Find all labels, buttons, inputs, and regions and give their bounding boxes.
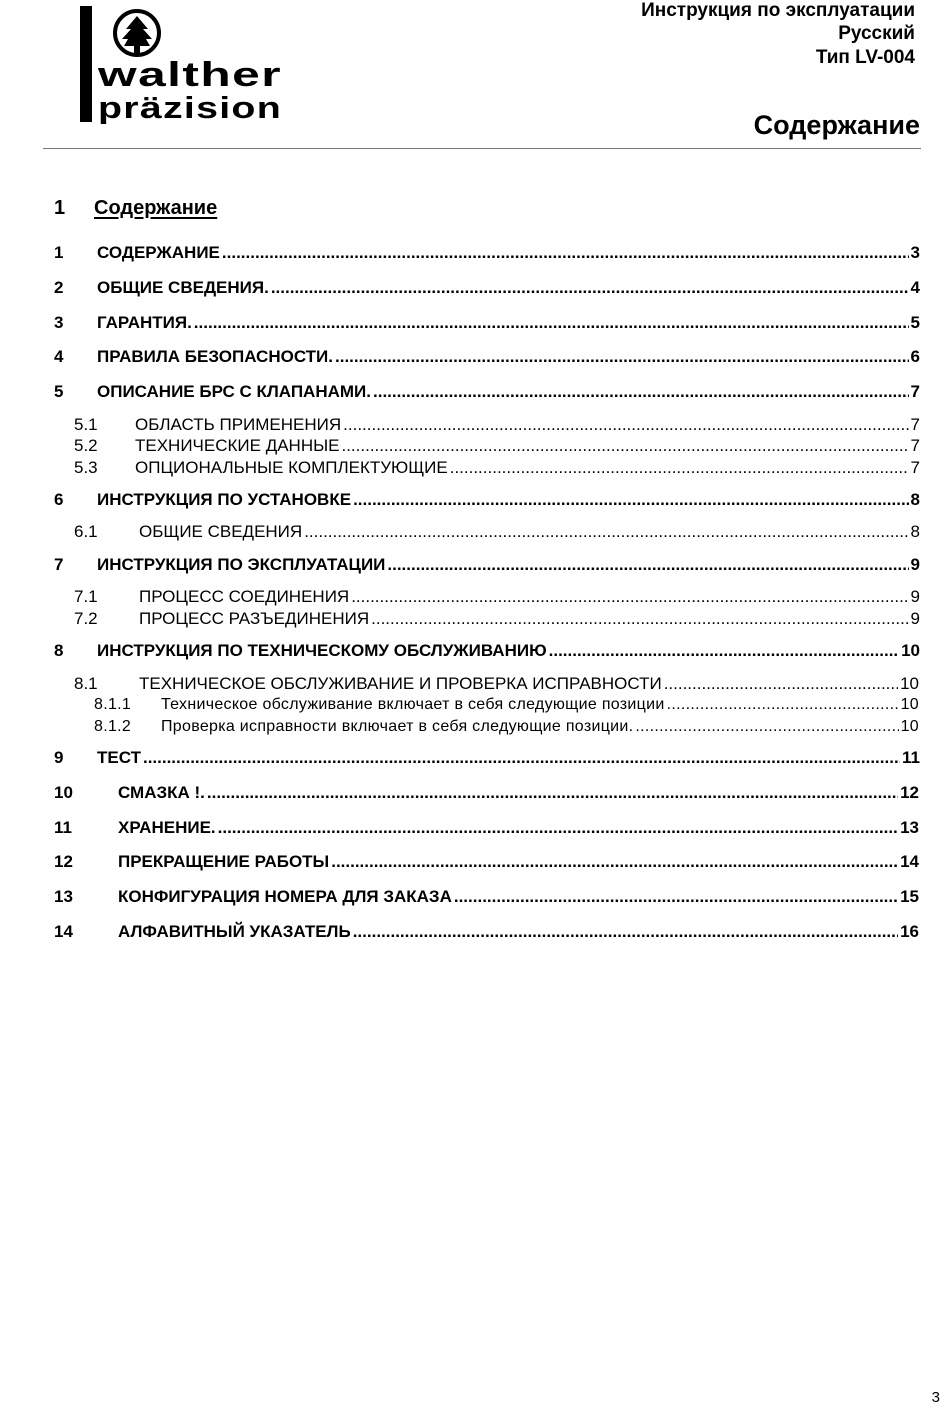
toc-page: 12 [900,783,919,802]
toc-page: 11 [902,748,920,767]
toc-entry[interactable] [0,415,950,435]
toc-leader-dots [635,717,898,737]
toc-page: 5 [910,313,920,332]
toc-title: СОДЕРЖАНИЕ [97,243,220,262]
toc-title: Техническое обслуживание включает в себя следующие позиции [161,696,665,713]
page-number: 3 [931,1389,940,1406]
toc-page: 7 [910,415,920,434]
toc-page: 8 [910,490,920,509]
toc-number: 6 [54,490,64,509]
toc-title: ОБЩИЕ СВЕДЕНИЯ [139,522,303,541]
toc-leader-dots [218,818,898,838]
toc-title: ТЕХНИЧЕСКОЕ ОБСЛУЖИВАНИЕ И ПРОВЕРКА ИСПРАВНОСТИ [139,674,662,693]
toc-entry[interactable] [0,818,950,838]
toc-number: 9 [54,748,64,767]
toc-number: 5.1 [74,415,98,434]
toc-title: ИНСТРУКЦИЯ ПО ТЕХНИЧЕСКОМУ ОБСЛУЖИВАНИЮ [97,641,547,660]
toc-page: 3 [910,243,920,262]
toc-entry[interactable] [0,922,950,942]
toc-leader-dots [304,522,908,542]
toc-entry[interactable] [0,587,950,607]
toc-entry[interactable] [0,852,950,872]
toc-page: 9 [910,587,920,606]
toc-number: 2 [54,278,64,297]
toc-entry[interactable] [0,674,950,694]
toc-entry[interactable] [0,641,950,661]
toc-entry[interactable] [0,458,950,478]
toc-leader-dots [143,748,900,768]
toc-page: 4 [910,278,920,297]
toc-title: ИНСТРУКЦИЯ ПО ЭКСПЛУАТАЦИИ [97,555,386,574]
toc-title: ОПИСАНИЕ БРС С КЛАПАНАМИ. [97,382,371,401]
toc-title: Проверка исправности включает в себя следующие позиции. [161,718,634,735]
toc-page: 6 [910,347,920,366]
toc-number: 7.2 [74,609,98,628]
toc-leader-dots [343,415,908,435]
toc-page: 7 [910,382,920,401]
brand-line2: präzision [98,90,282,124]
toc-number: 8 [54,641,64,660]
toc-entry[interactable] [0,347,950,367]
toc-number: 4 [54,347,64,366]
toc-leader-dots [351,587,908,607]
toc-title: ГАРАНТИЯ. [97,313,192,332]
toc-number: 13 [54,887,73,906]
tree-emblem-icon [115,11,159,55]
toc-number: 8.1 [74,674,98,693]
toc-title: ТЕСТ [97,748,141,767]
heading-number: 1 [54,197,66,219]
toc-page: 10 [900,696,919,713]
toc-leader-dots [371,609,908,629]
toc-page: 16 [900,922,919,941]
toc-page: 10 [900,718,919,735]
toc-page: 10 [901,641,920,660]
toc-number: 11 [54,818,72,837]
toc-page: 8 [910,522,920,541]
toc-number: 3 [54,313,64,332]
toc-leader-dots [353,490,908,510]
toc-leader-dots [331,852,898,872]
toc-page: 7 [910,436,920,455]
toc-number: 7.1 [74,587,98,606]
toc-number: 8.1.1 [94,696,132,713]
toc-number: 14 [54,922,73,941]
toc-number: 6.1 [74,522,98,541]
toc-page: 10 [900,674,919,693]
toc-number: 5.2 [74,436,98,455]
toc-leader-dots [341,436,908,456]
toc-entry[interactable] [0,887,950,907]
toc-title: ПРАВИЛА БЕЗОПАСНОСТИ. [97,347,333,366]
toc-entry[interactable] [0,717,950,737]
toc-number: 7 [54,555,64,574]
toc-page: 9 [910,609,920,628]
toc-entry[interactable] [0,522,950,542]
toc-entry[interactable] [0,382,950,402]
toc-title: ПРОЦЕСС СОЕДИНЕНИЯ [139,587,350,606]
section-title: Содержание [753,110,920,140]
toc-title: ОБЛАСТЬ ПРИМЕНЕНИЯ [135,415,342,434]
heading-title: Содержание [94,197,218,219]
toc-page: 7 [910,458,920,477]
toc-leader-dots [387,555,908,575]
toc-entry[interactable] [0,313,950,333]
toc-title: ОПЦИОНАЛЬНЫЕ КОМПЛЕКТУЮЩИЕ [135,458,448,477]
toc-title: ПРЕКРАЩЕНИЕ РАБОТЫ [118,852,330,871]
toc-number: 8.1.2 [94,718,132,735]
toc-number: 5 [54,382,64,401]
toc-number: 12 [54,852,73,871]
toc-number: 5.3 [74,458,98,477]
toc-leader-dots [373,382,909,402]
toc-entry[interactable] [0,490,950,510]
toc-title: АЛФАВИТНЫЙ УКАЗАТЕЛЬ [118,922,351,941]
header-divider [43,148,921,149]
language: Русский [838,23,915,44]
toc-entry[interactable] [0,783,950,803]
toc-entry[interactable] [0,695,950,715]
toc-leader-dots [664,674,898,694]
toc-leader-dots [335,347,909,367]
toc-entry[interactable] [0,555,950,575]
toc-title: ПРОЦЕСС РАЗЪЕДИНЕНИЯ [139,609,370,628]
toc-leader-dots [271,278,909,298]
toc-page: 13 [900,818,919,837]
toc-leader-dots [353,922,898,942]
toc-title: ХРАНЕНИЕ. [118,818,216,837]
walther-praezision-logo [80,6,285,124]
toc-leader-dots [450,458,909,478]
toc-title: ИНСТРУКЦИЯ ПО УСТАНОВКЕ [97,490,352,509]
toc-leader-dots [207,783,898,803]
toc-page: 15 [900,887,919,906]
toc-title: КОНФИГУРАЦИЯ НОМЕРА ДЛЯ ЗАКАЗА [118,887,452,906]
toc-leader-dots [667,695,899,715]
toc-leader-dots [549,641,899,661]
toc-entry[interactable] [0,609,950,629]
toc-entry[interactable] [0,436,950,456]
toc-number: 1 [54,243,64,262]
toc-leader-dots [194,313,909,333]
doc-type: Инструкция по эксплуатации [641,0,915,21]
toc-page: 9 [910,555,920,574]
toc-title: ТЕХНИЧЕСКИЕ ДАННЫЕ [135,436,340,455]
toc-page: 14 [900,852,919,871]
toc-leader-dots [222,243,909,263]
toc-number: 10 [54,783,73,802]
toc-title: СМАЗКА !. [118,783,205,802]
model: Тип LV-004 [815,47,915,68]
brand-line1: walther [96,56,282,94]
toc-title: ОБЩИЕ СВЕДЕНИЯ. [97,278,269,297]
toc-leader-dots [454,887,898,907]
toc-entry[interactable] [0,748,950,768]
toc-entry[interactable] [0,243,950,263]
toc-entry[interactable] [0,278,950,298]
